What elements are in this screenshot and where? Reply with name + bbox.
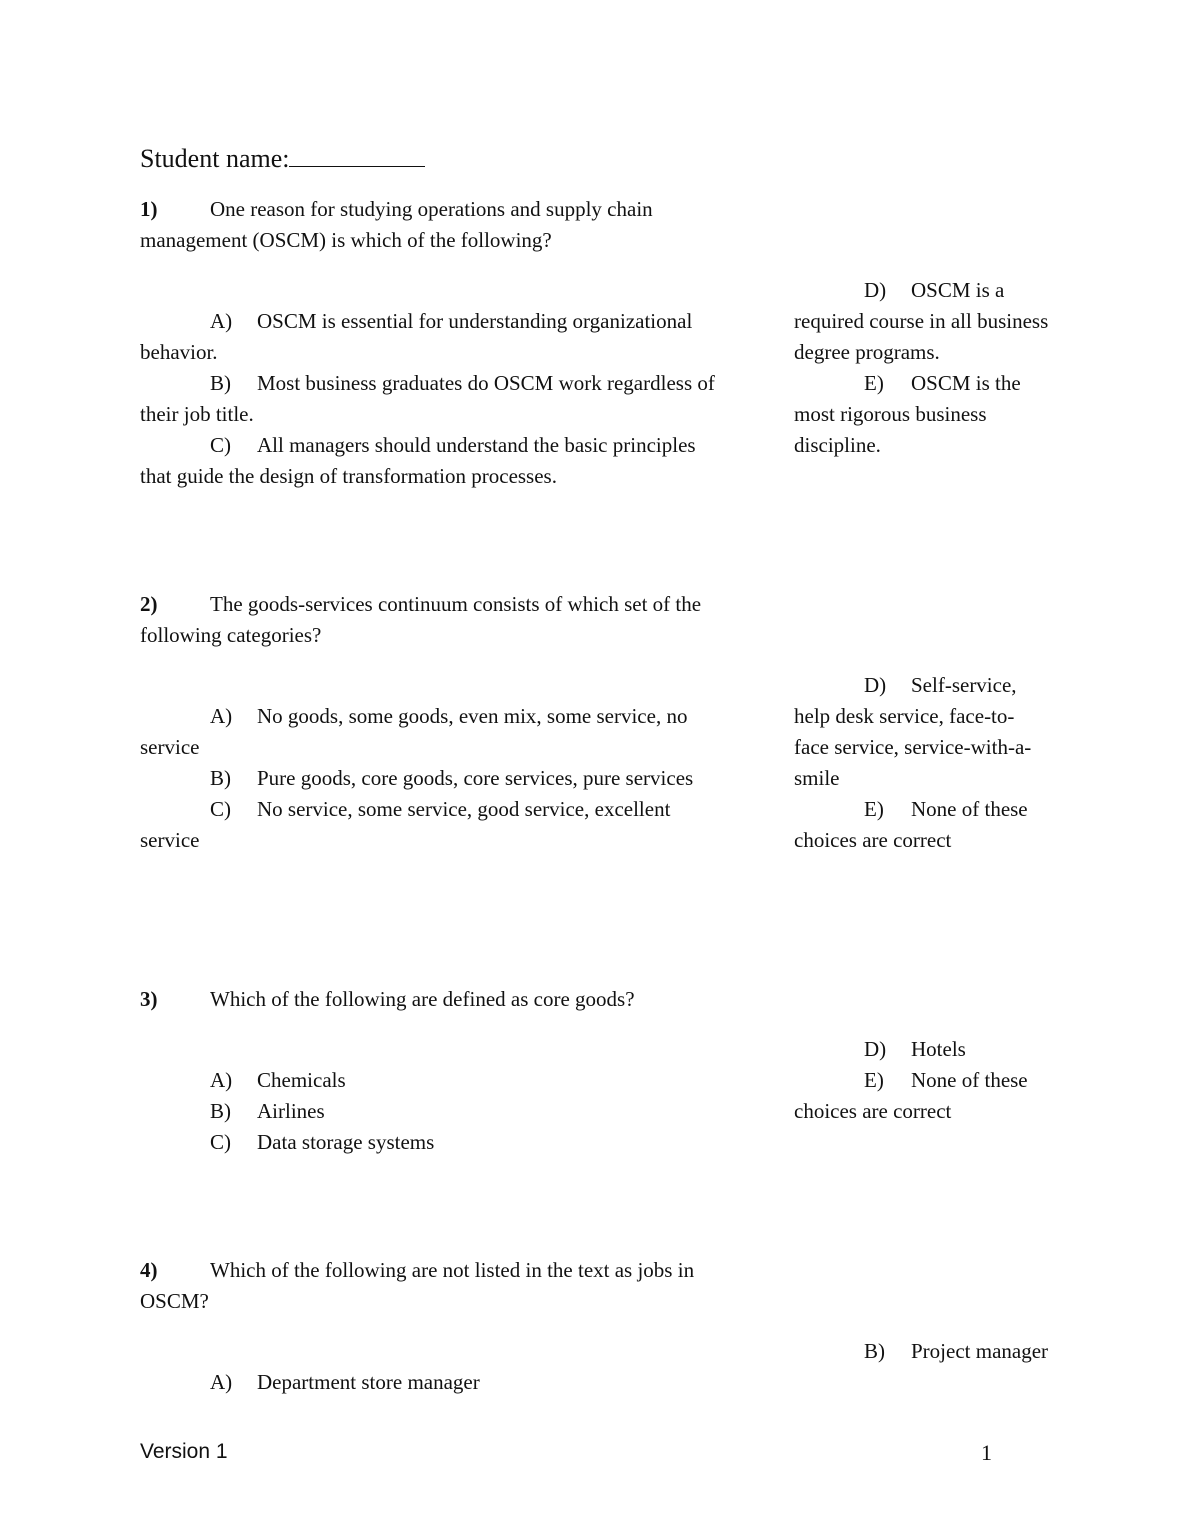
question-1-choices-right	[794, 275, 1049, 461]
question-1	[140, 194, 740, 256]
choice-letter: E)	[864, 797, 884, 821]
choice-text: No service, some service, good service, excellent service	[140, 797, 671, 852]
choice-text: Project manager	[911, 1339, 1049, 1363]
choice-text: OSCM is a required course in all business degree programs.	[794, 278, 1049, 364]
question-text: Which of the following are defined as core goods?	[210, 987, 635, 1011]
question-number: 2)	[140, 592, 158, 616]
question-2-choices-right	[794, 670, 1049, 856]
question-number: 1)	[140, 197, 158, 221]
student-name-line	[140, 140, 425, 174]
choice-text: No goods, some goods, even mix, some service, no service	[140, 704, 688, 759]
choice-text: Chemicals	[257, 1068, 346, 1092]
choice-text: Airlines	[257, 1099, 325, 1123]
version-label: Version 1	[140, 1440, 228, 1463]
question-4	[140, 1255, 740, 1317]
choice-text: OSCM is essential for understanding organizational behavior.	[140, 309, 693, 364]
choice-text: None of these choices are correct	[794, 797, 1028, 852]
choice-letter: C)	[210, 433, 231, 457]
choice-text: Pure goods, core goods, core services, pure services	[257, 766, 694, 790]
choice-letter: B)	[210, 766, 231, 790]
choice-b[interactable]	[794, 1336, 1049, 1367]
question-text: The goods-services continuum consists of which set of the following categories?	[140, 592, 702, 647]
choice-letter: D)	[864, 278, 887, 302]
page-number: 1	[981, 1440, 992, 1465]
choice-text: Data storage systems	[257, 1130, 435, 1154]
choice-e[interactable]	[794, 368, 1049, 461]
choice-e[interactable]	[794, 1065, 1049, 1127]
choice-d[interactable]	[794, 275, 1049, 368]
question-4-choices-right	[794, 1336, 1049, 1367]
choice-letter: B)	[864, 1339, 885, 1363]
choice-c[interactable]	[140, 794, 730, 856]
choice-text: Most business graduates do OSCM work regardless of their job title.	[140, 371, 715, 426]
student-name-label: Student name:	[140, 144, 290, 173]
question-number: 4)	[140, 1258, 158, 1282]
choice-text: Self-service, help desk service, face-to-face service, service-with-a-smile	[794, 673, 1032, 790]
choice-letter: B)	[210, 1099, 231, 1123]
choice-b[interactable]	[140, 368, 730, 430]
choice-letter: A)	[210, 704, 233, 728]
choice-text: All managers should understand the basic principles that guide the design of transformation processes.	[140, 433, 696, 488]
choice-letter: E)	[864, 371, 884, 395]
choice-text: Department store manager	[257, 1370, 480, 1394]
question-text: Which of the following are not listed in the text as jobs in OSCM?	[140, 1258, 695, 1313]
choice-c[interactable]	[140, 430, 730, 492]
question-1-choices-left	[140, 306, 730, 492]
choice-a[interactable]	[140, 306, 730, 368]
choice-text: Hotels	[911, 1037, 966, 1061]
choice-e[interactable]	[794, 794, 1049, 856]
choice-d[interactable]	[794, 670, 1049, 794]
question-4-choices-left	[140, 1367, 730, 1398]
choice-a[interactable]	[140, 1065, 730, 1096]
choice-a[interactable]	[140, 1367, 730, 1398]
question-2-choices-left	[140, 701, 730, 856]
choice-b[interactable]	[140, 1096, 730, 1127]
choice-letter: D)	[864, 1037, 887, 1061]
choice-letter: A)	[210, 1068, 233, 1092]
student-name-blank[interactable]	[289, 140, 425, 167]
choice-letter: C)	[210, 797, 231, 821]
choice-letter: D)	[864, 673, 887, 697]
choice-letter: A)	[210, 309, 233, 333]
choice-text: None of these choices are correct	[794, 1068, 1028, 1123]
choice-letter: C)	[210, 1130, 231, 1154]
choice-d[interactable]	[794, 1034, 1049, 1065]
choice-b[interactable]	[140, 763, 730, 794]
choice-a[interactable]	[140, 701, 730, 763]
question-2	[140, 589, 740, 651]
question-3-choices-right	[794, 1034, 1049, 1127]
choice-text: OSCM is the most rigorous business discipline.	[794, 371, 1021, 457]
choice-letter: A)	[210, 1370, 233, 1394]
choice-letter: B)	[210, 371, 231, 395]
question-text: One reason for studying operations and supply chain management (OSCM) is which of the following?	[140, 197, 653, 252]
choice-c[interactable]	[140, 1127, 730, 1158]
question-number: 3)	[140, 987, 158, 1011]
question-3	[140, 984, 740, 1015]
choice-letter: E)	[864, 1068, 884, 1092]
question-3-choices-left	[140, 1065, 730, 1158]
